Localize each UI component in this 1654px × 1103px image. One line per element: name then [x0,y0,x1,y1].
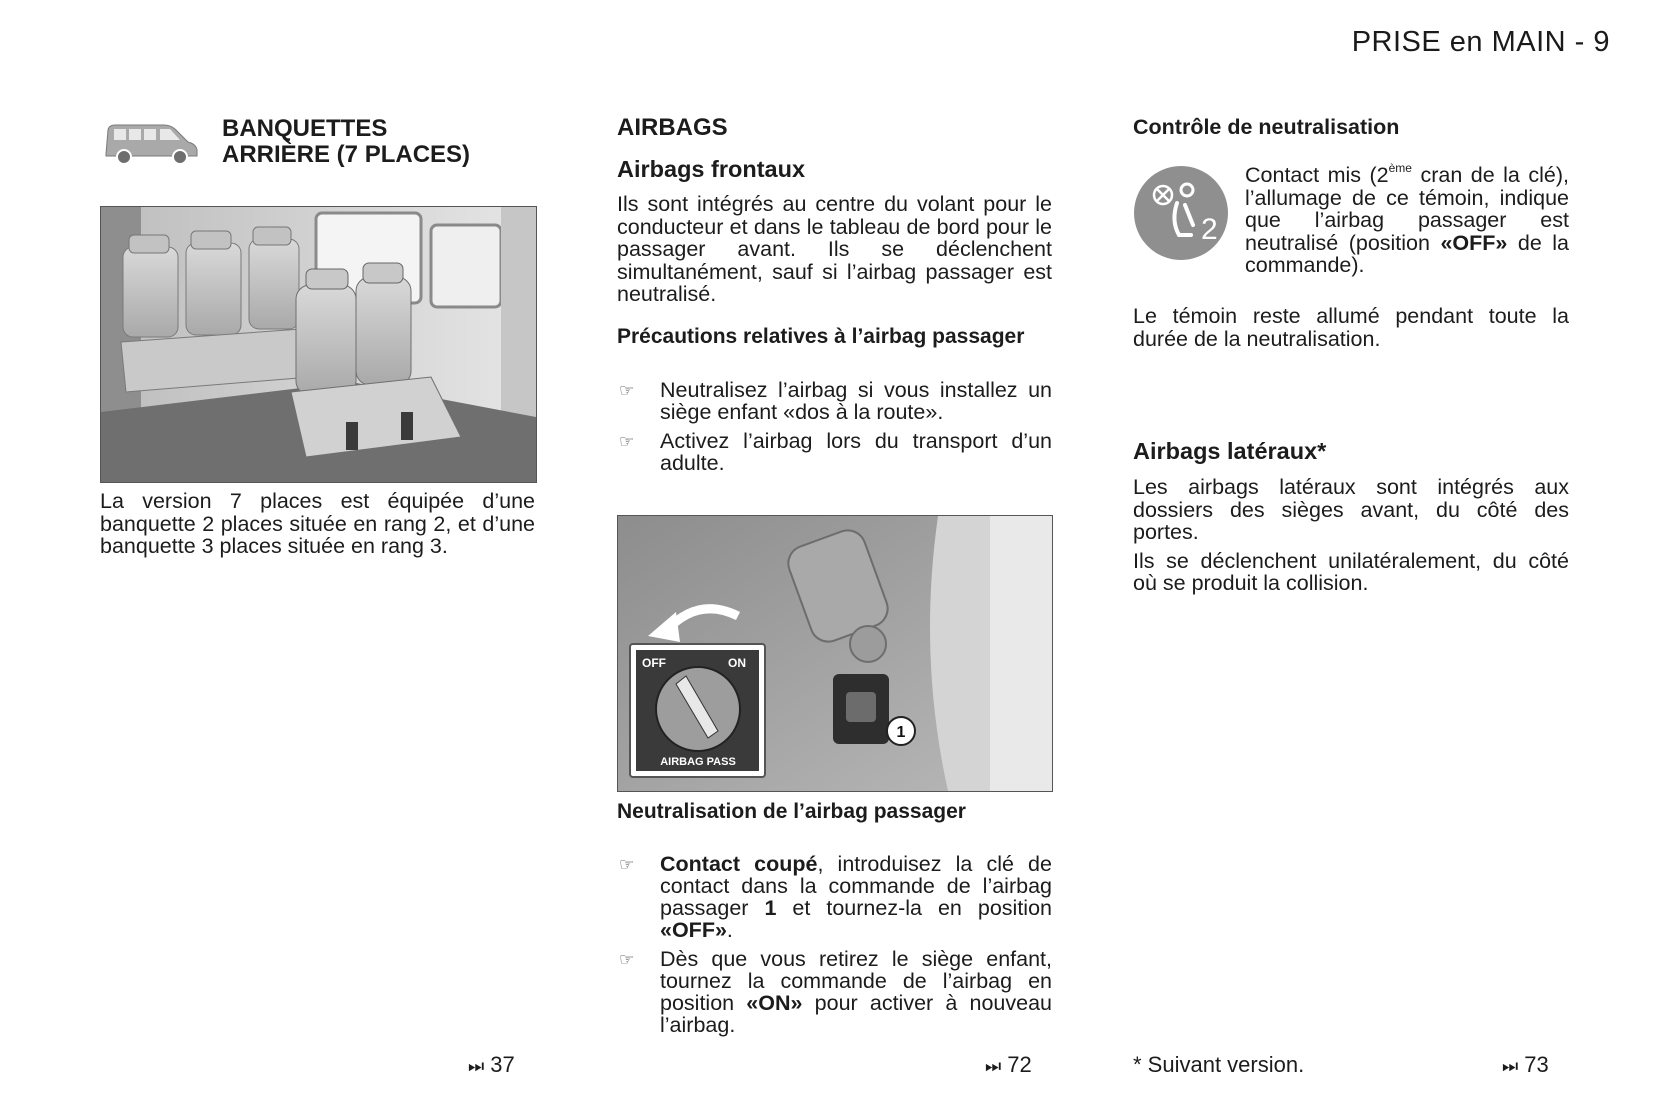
precautions-list [617,379,1052,481]
neutralisation-steps [617,853,1052,1043]
lamp-note: Le témoin reste allumé pendant toute la durée de la neutralisation. [1133,304,1569,351]
page-ref-72[interactable] [985,1052,1032,1078]
subtitle-frontal-airbags: Airbags frontaux [617,156,806,182]
callout-number: 1 [896,724,906,741]
lateral-airbags-text: Les airbags latéraux sont intégrés aux dossiers des sièges avant, du côté des portes. Ils se déclenchent unilatéralement, du côté où se produit la collision. [1133,475,1569,595]
control-heading: Contrôle de neutralisation [1133,115,1400,139]
neutralisation-heading: Neutralisation de l’airbag passager [617,800,966,823]
page-ref-number: 72 [1007,1052,1032,1077]
frontal-airbags-intro: Ils sont intégrés au centre du volant pour le conducteur et dans le tableau de bord pour le passager avant. Ils se déclenchent simultanément, sauf si l’airbag passager est neutralisé. [617,192,1052,306]
lamp-number: 2 [1201,213,1218,246]
page-header: PRISE en MAIN - 9 [1351,26,1610,58]
page-ref-73[interactable] [1502,1052,1549,1078]
precautions-heading: Précautions relatives à l’airbag passager [617,325,1025,348]
airbag-switch-photo [617,515,1053,792]
seats-description: La version 7 places est équipée d’une banquette 2 places située en rang 2, et d’une banquette 3 places située en rang 3. [100,489,535,558]
footnote: * Suivant version. [1133,1052,1305,1077]
pointing-hand-icon: ☞ [619,855,635,874]
list-item: ☞ Activez l’airbag lors du transport d’un adulte. [619,429,1052,475]
page-ref-37[interactable] [468,1052,515,1078]
van-icon [102,120,200,166]
pointing-hand-icon: ☞ [619,432,635,451]
subtitle-lateral-airbags: Airbags latéraux* [1133,438,1327,464]
switch-label-on: ON [728,656,746,670]
switch-label-off: OFF [642,656,666,670]
list-item: ☞ Contact coupé, introduisez la clé de contact dans la commande de l’airbag passager 1 et tournez-la en position «OFF». [619,852,1052,942]
page-ref-number: 73 [1524,1052,1549,1077]
switch-label-airbag-pass: AIRBAG PASS [660,756,736,768]
section-title-line2: ARRIÈRE (7 PLACES) [222,141,471,168]
page-ref-number: 37 [490,1052,515,1077]
page-ref-icon: ⏭ [468,1056,485,1076]
list-item: ☞ Neutralisez l’airbag si vous installez un siège enfant «dos à la route». [619,378,1052,424]
section-title-airbags: AIRBAGS [617,114,728,141]
lamp-description: Contact mis (2ème cran de la clé), l’allumage de ce témoin, indique que l’airbag passager est neutralisé (position «OFF» de la commande). [1245,161,1569,277]
page-ref-icon: ⏭ [1502,1056,1519,1076]
page-ref-icon: ⏭ [985,1056,1002,1076]
section-title-line1: BANQUETTES [222,115,388,142]
airbag-off-warning-icon [1133,165,1229,261]
pointing-hand-icon: ☞ [619,950,635,969]
list-item: ☞ Dès que vous retirez le siège enfant, tournez la commande de l’airbag en position «ON» pour activer à nouveau l’airbag. [619,947,1052,1037]
pointing-hand-icon: ☞ [619,381,635,400]
rear-seats-photo [100,206,537,483]
